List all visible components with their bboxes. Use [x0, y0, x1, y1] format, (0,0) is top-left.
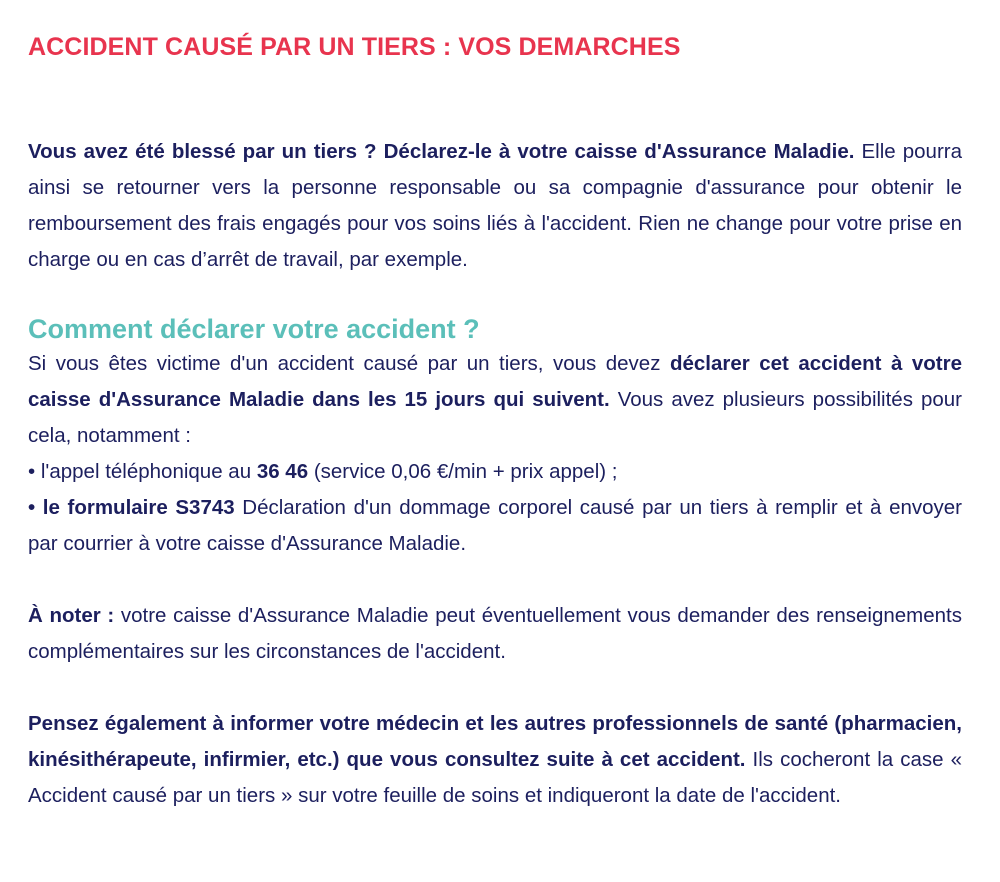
howto-text-2: Vous avez plusieurs possibilités pour cela, notamment :: [28, 388, 962, 447]
howto-bold-1: déclarer cet accident à votre caisse d'Assurance Maladie dans les 15 jours qui suivent.: [28, 352, 962, 411]
note-text: votre caisse d'Assurance Maladie peut éventuellement vous demander des renseignements complémentaires sur les circonstances de l'accident.: [28, 604, 962, 663]
doctor-text: Ils cocheront la case « Accident causé par un tiers » sur votre feuille de soins et indiqueront la date de l'accident.: [28, 748, 962, 807]
howto-paragraph: [28, 346, 962, 562]
page-title: ACCIDENT CAUSÉ PAR UN TIERS : VOS DEMARCHES: [28, 33, 681, 61]
intro-bold: Vous avez été blessé par un tiers ? Déclarez-le à votre caisse d'Assurance Maladie.: [28, 140, 855, 163]
bullet-phone-number: 36 46: [256, 460, 309, 483]
doctor-paragraph: [28, 706, 962, 814]
bullet-form-text: Déclaration d'un dommage corporel causé par un tiers à remplir et à envoyer par courrier à votre caisse d'Assurance Maladie.: [28, 496, 963, 555]
doctor-bold: Pensez également à informer votre médecin et les autres professionnels de santé (pharmacien, kinésithérapeute, infirmier, etc.) que vous consultez suite à cet accident.: [28, 712, 962, 771]
howto-text-1: Si vous êtes victime d'un accident causé par un tiers, vous devez: [28, 352, 670, 375]
section-heading: Comment déclarer votre accident ?: [28, 314, 480, 344]
note-paragraph: [28, 598, 962, 670]
bullet-phone-prefix: • l'appel téléphonique au: [28, 460, 257, 483]
bullet-phone-suffix: (service 0,06 €/min + prix appel) ;: [308, 460, 618, 483]
note-label: À noter :: [28, 604, 115, 627]
bullet-form-title: • le formulaire S3743: [28, 496, 235, 519]
intro-paragraph: [28, 134, 962, 278]
intro-text: Elle pourra ainsi se retourner vers la personne responsable ou sa compagnie d'assurance pour obtenir le remboursement des frais engagés pour vos soins liés à l'accident. Rien ne change pour votre prise en charge ou en cas d’arrêt de travail, par exemple.: [28, 140, 962, 271]
